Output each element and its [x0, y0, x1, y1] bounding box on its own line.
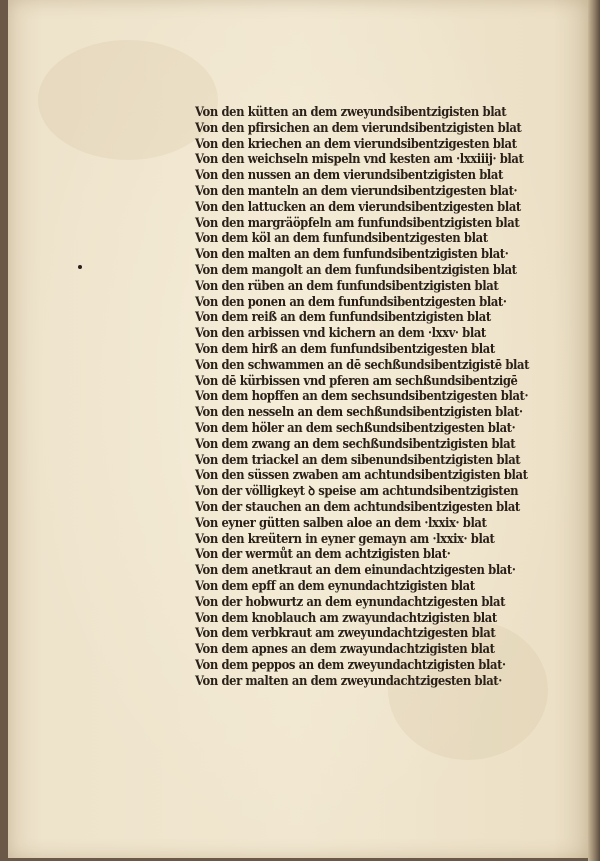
toc-line: Von eyner gütten salben aloe an dem ·lxxix· blat	[195, 514, 487, 530]
toc-line: Von den nussen an dem vierundsibentzigisten blat	[195, 167, 503, 183]
toc-line: Von dem triackel an dem sibenundsibentzigisten blat	[195, 451, 521, 467]
toc-line: Von der wermůt an dem achtzigisten blat·	[195, 546, 451, 562]
toc-line: Von den süssen zwaben am achtundsibentzigisten blat	[195, 467, 528, 483]
toc-line: Von der malten an dem zweyundachtzigesten blat·	[195, 672, 502, 688]
book-gutter	[588, 0, 600, 861]
toc-line: Von dem peppos an dem zweyundachtzigisten blat·	[195, 656, 506, 672]
toc-line: Von den weichseln mispeln vnd kesten am ·lxxiiij· blat	[195, 151, 524, 167]
toc-line: Von der stauchen an dem achtundsibentzigesten blat	[195, 498, 520, 514]
toc-line: Von dem verbkraut am zweyundachtzigesten blat	[195, 625, 496, 641]
toc-line: Von dem mangolt an dem funfundsibentzigisten blat	[195, 261, 517, 277]
toc-line: Von dem reiß an dem funfundsibentzigisten blat	[195, 309, 491, 325]
toc-line: Von dem köl an dem funfundsibentzigesten blat	[195, 230, 488, 246]
toc-line: Von der hobwurtz an dem eynundachtzigesten blat	[195, 593, 506, 609]
toc-line: Von den arbissen vnd kichern an dem ·lxxv· blat	[195, 325, 486, 341]
toc-line: Von dem apnes an dem zwayundachtzigisten blat	[195, 641, 495, 657]
paper-stain	[38, 40, 218, 160]
toc-line: Von den kreütern in eyner gemayn am ·lxxix· blat	[195, 530, 495, 546]
toc-line: Von dem epff an dem eynundachtzigisten blat	[195, 577, 475, 593]
table-of-contents	[195, 104, 555, 688]
toc-line: Von dem hirß an dem funfundsibentzigesten blat	[195, 340, 495, 356]
toc-line: Von dem anetkraut an dem einundachtzigesten blat·	[195, 562, 516, 578]
toc-line: Von den malten an dem funfundsibentzigisten blat·	[195, 246, 509, 262]
toc-line: Von den pfirsichen an dem vierundsibentzigisten blat	[195, 119, 522, 135]
ink-dot	[78, 265, 82, 269]
toc-line: Von den rüben an dem funfundsibentzigisten blat	[195, 277, 499, 293]
toc-line: Von den kütten an dem zweyundsibentzigisten blat	[195, 104, 507, 119]
toc-line: Von den kriechen an dem vierundsibentzigesten blat	[195, 135, 517, 151]
toc-line: Von dem zwang an dem sechßundsibentzigisten blat	[195, 435, 516, 451]
toc-line: Von den nesseln an dem sechßundsibentzigisten blat·	[195, 404, 523, 420]
toc-line: Von den schwammen an dē sechßundsibentzigistē blat	[195, 356, 530, 372]
paper-sheet	[8, 0, 588, 858]
toc-line: Von den ponen an dem funfundsibentzigesten blat·	[195, 293, 507, 309]
toc-line: Von der völligkeyt ꝺ speise am achtundsibentzigisten	[195, 483, 519, 499]
toc-line: Von den manteln an dem vierundsibentzigesten blat·	[195, 182, 518, 198]
toc-line: Von dem hopffen an dem sechsundsibentzigesten blat·	[195, 388, 529, 404]
toc-line: Von den margräöpfeln am funfundsibentzigisten blat	[195, 214, 520, 230]
toc-line: Von dē kürbissen vnd pferen am sechßundsibentzigē	[195, 372, 518, 388]
toc-line: Von dem knoblauch am zwayundachtzigisten blat	[195, 609, 497, 625]
toc-line: Von den lattucken an dem vierundsibentzigesten blat	[195, 198, 521, 214]
toc-line: Von dem höler an dem sechßundsibentzigesten blat·	[195, 419, 516, 435]
